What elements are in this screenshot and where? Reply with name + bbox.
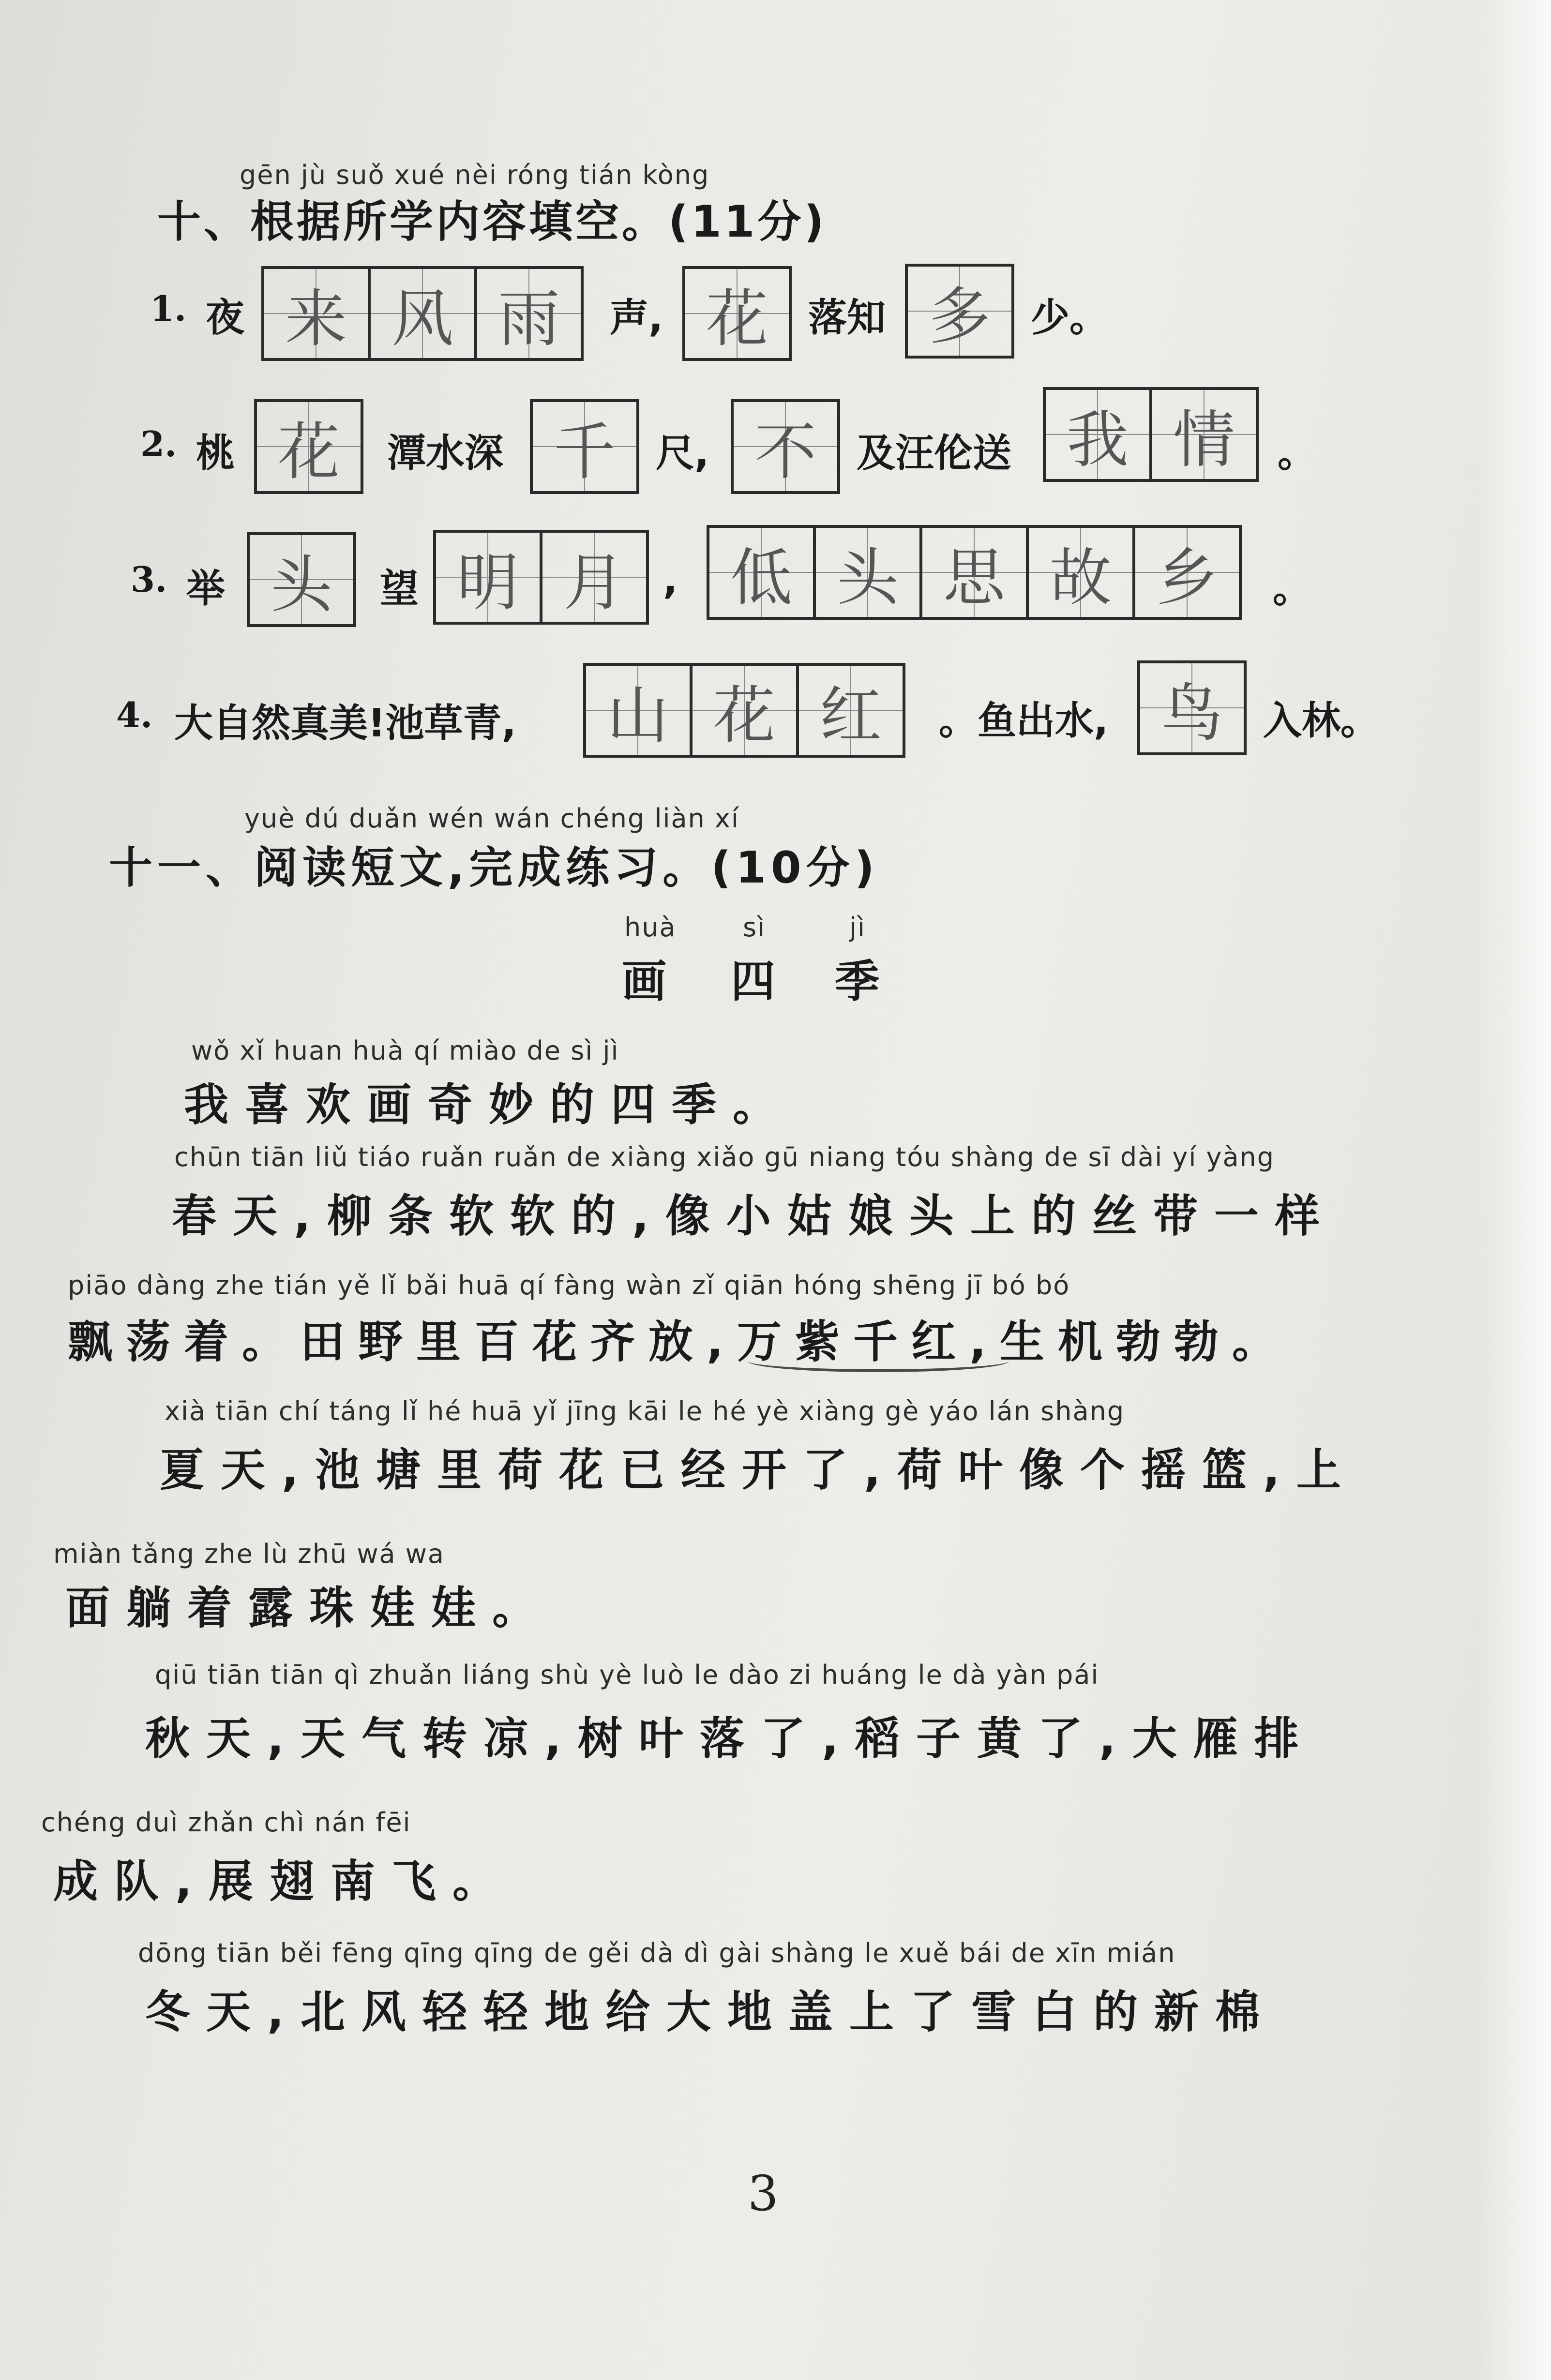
q4-mid: 。鱼出水, <box>939 698 1109 743</box>
passage-line-6-pinyin: qiū tiān tiān qì zhuǎn liáng shù yè luò le dào zi huáng le dà yàn pái <box>155 1660 1099 1690</box>
q4-number: 4. <box>116 694 153 735</box>
passage-title-pinyin-1: huà <box>624 912 677 943</box>
answer-cell[interactable]: 故 <box>1026 525 1135 620</box>
q2-mid2: 尺, <box>656 431 709 476</box>
passage-title-char-2: 四 <box>731 956 776 1007</box>
q3-answer-boxes-3[interactable] <box>707 525 1242 620</box>
passage-line-4-pinyin: xià tiān chí táng lǐ hé huā yǐ jīng kāi le hé yè xiàng gè yáo lán shàng <box>165 1396 1125 1426</box>
q3-number: 3. <box>131 559 167 600</box>
q2-post: 。 <box>1278 431 1316 476</box>
q2-mid3: 及汪伦送 <box>857 431 1011 476</box>
passage-line-2: 春天,柳条软软的,像小姑娘头上的丝带一样 <box>172 1190 1336 1242</box>
q2-answer-boxes-3[interactable] <box>731 399 840 494</box>
q1-answer-boxes-1[interactable] <box>261 266 584 361</box>
passage-line-7: 成队,展翅南飞。 <box>53 1856 513 1907</box>
answer-cell[interactable]: 千 <box>530 399 639 494</box>
q3-mid: 望 <box>380 566 419 611</box>
passage-line-3: 飘荡着。田野里百花齐放,万紫千红,生机勃勃。 <box>68 1316 1290 1368</box>
passage-line-1-pinyin: wǒ xǐ huan huà qí miào de sì jì <box>191 1035 619 1066</box>
q2-answer-boxes-4[interactable] <box>1043 387 1259 482</box>
passage-line-5-pinyin: miàn tǎng zhe lù zhū wá wa <box>53 1539 445 1569</box>
answer-cell[interactable]: 乡 <box>1132 525 1242 620</box>
section11-title: 十一、阅读短文,完成练习。(10分) <box>109 842 879 893</box>
q4-answer-boxes-2[interactable] <box>1137 660 1247 755</box>
answer-cell[interactable]: 我 <box>1043 387 1152 482</box>
q3-answer-boxes-1[interactable] <box>247 532 356 627</box>
q2-mid: 潭水深 <box>387 431 503 476</box>
q1-pre: 夜 <box>206 295 244 340</box>
answer-cell[interactable]: 头 <box>813 525 922 620</box>
q1-mid2: 落知 <box>808 295 886 340</box>
passage-title-char-3: 季 <box>835 956 880 1007</box>
answer-cell[interactable]: 低 <box>707 525 816 620</box>
answer-cell[interactable]: 花 <box>690 663 799 758</box>
q1-answer-boxes-2[interactable] <box>682 266 792 361</box>
section11-pinyin: yuè dú duǎn wén wán chéng liàn xí <box>244 803 739 834</box>
passage-title-pinyin-2: sì <box>743 912 766 943</box>
passage-line-8: 冬天,北风轻轻地给大地盖上了雪白的新棉 <box>145 1986 1276 2038</box>
q4-post: 入林。 <box>1263 698 1379 743</box>
passage-line-1: 我喜欢画奇妙的四季。 <box>184 1079 794 1131</box>
q4-pre: 大自然真美!池草青, <box>174 701 516 746</box>
answer-cell[interactable]: 思 <box>919 525 1029 620</box>
q3-pre: 举 <box>186 566 225 611</box>
answer-cell[interactable]: 明 <box>433 530 542 625</box>
q3-mid2: , <box>663 557 678 602</box>
passage-line-8-pinyin: dōng tiān běi fēng qīng qīng de gěi dà dì gài shàng le xuě bái de xīn mián <box>138 1938 1176 1968</box>
q2-pre: 桃 <box>196 431 235 476</box>
passage-line-2-pinyin: chūn tiān liǔ tiáo ruǎn ruǎn de xiàng xiǎo gū niang tóu shàng de sī dài yí yàng <box>174 1142 1275 1172</box>
q1-number: 1. <box>150 288 187 329</box>
passage-line-4: 夏天,池塘里荷花已经开了,荷叶像个摇篮,上 <box>160 1444 1357 1496</box>
answer-cell[interactable]: 风 <box>368 266 477 361</box>
answer-cell[interactable]: 花 <box>254 399 363 494</box>
passage-title-pinyin-3: jì <box>849 912 866 943</box>
answer-cell[interactable]: 山 <box>583 663 693 758</box>
answer-cell[interactable]: 雨 <box>474 266 584 361</box>
passage-title-char-1: 画 <box>622 956 667 1007</box>
answer-cell[interactable]: 多 <box>905 264 1014 359</box>
q1-post: 少。 <box>1031 295 1108 340</box>
underline-mark <box>748 1350 1009 1372</box>
q2-number: 2. <box>140 423 177 464</box>
answer-cell[interactable]: 情 <box>1149 387 1259 482</box>
q3-post: 。 <box>1273 566 1311 611</box>
answer-cell[interactable]: 鸟 <box>1137 660 1247 755</box>
q4-answer-boxes-1[interactable] <box>583 663 905 758</box>
passage-line-5: 面躺着露珠娃娃。 <box>65 1582 554 1634</box>
q1-mid: 声, <box>610 295 663 340</box>
section10-pinyin: gēn jù suǒ xué nèi róng tián kòng <box>240 160 710 190</box>
page-edge <box>1478 0 1551 2380</box>
answer-cell[interactable]: 花 <box>682 266 792 361</box>
q2-answer-boxes-2[interactable] <box>530 399 639 494</box>
passage-line-7-pinyin: chéng duì zhǎn chì nán fēi <box>41 1807 411 1838</box>
answer-cell[interactable]: 来 <box>261 266 371 361</box>
answer-cell[interactable]: 不 <box>731 399 840 494</box>
q1-answer-boxes-3[interactable] <box>905 264 1014 359</box>
q2-answer-boxes-1[interactable] <box>254 399 363 494</box>
section10-title: 十、根据所学内容填空。(11分) <box>157 196 827 247</box>
passage-line-3-pinyin: piāo dàng zhe tián yě lǐ bǎi huā qí fàng wàn zǐ qiān hóng shēng jī bó bó <box>68 1270 1070 1301</box>
answer-cell[interactable]: 月 <box>540 530 649 625</box>
answer-cell[interactable]: 红 <box>796 663 905 758</box>
answer-cell[interactable]: 头 <box>247 532 356 627</box>
page-number: 3 <box>748 2165 779 2222</box>
q3-answer-boxes-2[interactable] <box>433 530 649 625</box>
passage-line-6: 秋天,天气转凉,树叶落了,稻子黄了,大雁排 <box>145 1713 1315 1765</box>
